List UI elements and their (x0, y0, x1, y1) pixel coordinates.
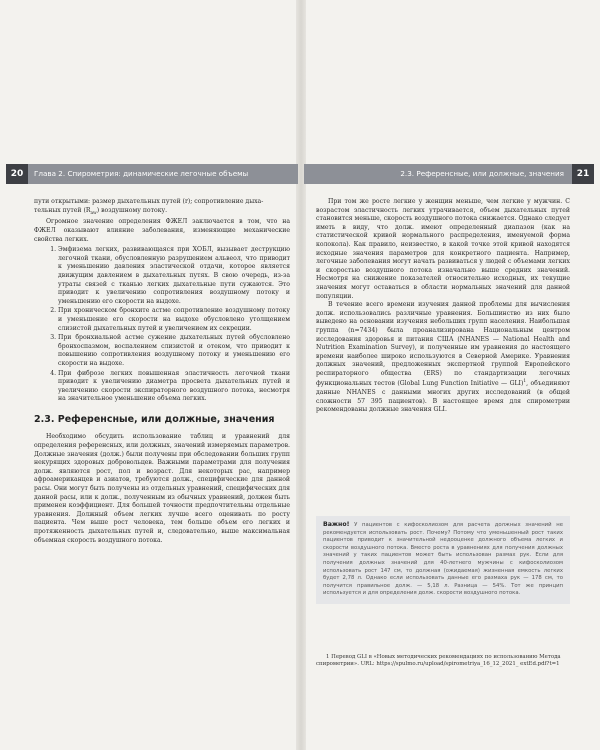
page-number: 21 (572, 164, 594, 184)
page-number: 20 (6, 164, 28, 184)
subscript: aw (90, 210, 97, 216)
list-item: 1. Эмфизема легких, развивающаяся при ХОБЛ, вызывает деструкцию легочной ткани, обусловленную разрушением альвеол, что приводит к уменьшению давления эластической отдачи, которое является движущим давлением в дыхательных путях. В свою очередь, из-за утраты связей с тканью легких дыхательные пути сужаются. Это приводит к увеличению сопротивления воздушному потоку и уменьшению его скорости на выдохе. (58, 246, 290, 306)
running-header (28, 164, 298, 184)
paragraph: При том же росте легкие у женщин меньше, чем легкие у мужчин. С возрастом эластичность легких утрачивается, объем дыхательных путей становится меньше, скорость воздушного потока снижается. Однако следует иметь в виду, что долж. имеют определенный диапазон (как на статистической кривой нормального распределения, именуемой форма колокола). Как правило, неизвестно, в какой точке этой кривой находятся исходные значения параметров для конкретного пациента. Например, легочные заболевания могут начать развиваться у людей с объемами легких и скоростью воздушного потока изначально выше средних значений. Несмотря на снижение показателей относительно исходных, их текущие значения могут оставаться в области нормальных значений для данной популяции. (316, 198, 570, 300)
running-header (304, 164, 572, 184)
right-text-column (316, 198, 570, 415)
paragraph: Огромное значение определения ФЖЕЛ заключается в том, что на ФЖЕЛ оказывают влияние заболевания, изменяющие механические свойства легких. (34, 218, 290, 243)
running-head-text: Глава 2. Спирометрия: динамические легочные объемы (34, 169, 249, 178)
disease-list (34, 246, 290, 404)
footnote (316, 654, 570, 669)
note-label: Важно! (323, 521, 350, 528)
list-item: 4. При фиброзе легких повышенная эластичность легочной ткани приводит к увеличению диаметра просвета дыхательных путей и увеличению скорости экспираторного воздушного потока, несмотря на значительное уменьшение объема легких. (58, 370, 290, 404)
running-head-text: 2.3. Референсные, или должные, значения (400, 169, 564, 178)
right-page (304, 0, 600, 750)
footnote-marker: 1 (523, 379, 527, 385)
paragraph: Необходимо обсудить использование таблиц и уравнений для определения референсных, или должных, значений измеряемых параметров. Должные значения (долж.) были получены при обследовании больших групп некурящих здоровых добровольцев. Важными параметрами для получения долж. являются рост, пол и возраст. Для некоторых рас, например афроамериканцев и азиатов, требуются долж., специфические для данной расы. Они могут быть получены из отдельных уравнений, специфических для данной расы, или к долж., полученным из обычных уравнений, должен быть применен коэффициент. Для большей точности предпочтительны отдельные уравнения. Должный объем легких лучше всего оценивать по росту пациента. Чем выше рост человека, тем больше объем его легких и протяженность дыхательных путей и, следовательно, выше максимальная объемная скорость воздушного потока. (34, 433, 290, 544)
list-item: 2. При хроническом бронхите астме сопротивление воздушному потоку и уменьшение его скорости на выдохе обусловлено утолщением слизистой дыхательных путей и увеличением их секреции. (58, 307, 290, 333)
footnote-text: 1 Перевод GLI в «Новых методических рекомендациях по использованию Метода спирометрии». URL: https://spulmo.ru/upload/spirometriya_16_12_2021_ extEd.pdf?t=1 (316, 654, 561, 668)
paragraph: В течение всего времени изучения данной проблемы для вычисления долж. использовались различные уравнения. Большинство из них было выведено на основании изучения небольших групп населения. Наибольшая группа (n=7434) была проанализирована Национальным центром исследования здоровья и питания США (NHANES — National Health and Nutrition Examination Survey), и полученные им уравнения до настоящего времени наиболее широко используются в Северной Америке. Уравнения должных значений, предложенных экспертной группой Европейского респираторного общества (ERS) по стандартизации легочных функциональных тестов (Global Lung Function Initiative — GLI)$^1$, объединяют данные NHANES с данными многих других исследований (в общей сложности 57 395 пациентов). В настоящее время для спирометрии рекомендованы должные значения GLI. (316, 301, 570, 414)
note-text: У пациентов с кифосколиозом для расчета должных значений не рекомендуется использовать рост. Почему? Потому что уменьшенный рост таких пациентов приводит к значительной недооценке должного объема легких и скорости воздушного потока. Вместо роста в уравнениях для получения должных значений у таких пациентов может быть использован размах рук. Если для получения должных значений для 40-летнего мужчины с кифосколиозом использовать рост 147 см, то должная (ожидаемая) жизненная емкость легких будет 2,78 л. Однако если использовать данные его размаха рук — 178 см, то получится правильное долж. — 5,18 л. Разница — 54%. Тот же принцип используется и для определения долж. скорости воздушного потока. (323, 522, 563, 597)
intro-line: пути открытыми: размер дыхательных путей (r); сопротивление дыха- тельных путей $(R_{aw})$ воздушному потоку. (34, 198, 264, 216)
important-note-box (316, 516, 570, 604)
list-item: 3. При бронхиальной астме сужение дыхательных путей обусловлено бронхоспазмом, воспалением слизистой и отеком, что приводит к повышению сопротивления воздушному потоку и уменьшению его скорости на выдохе. (58, 334, 290, 368)
left-text-column (34, 198, 290, 545)
section-heading: 2.3. Референсные, или должные, значения (34, 413, 275, 425)
left-page (0, 0, 298, 750)
